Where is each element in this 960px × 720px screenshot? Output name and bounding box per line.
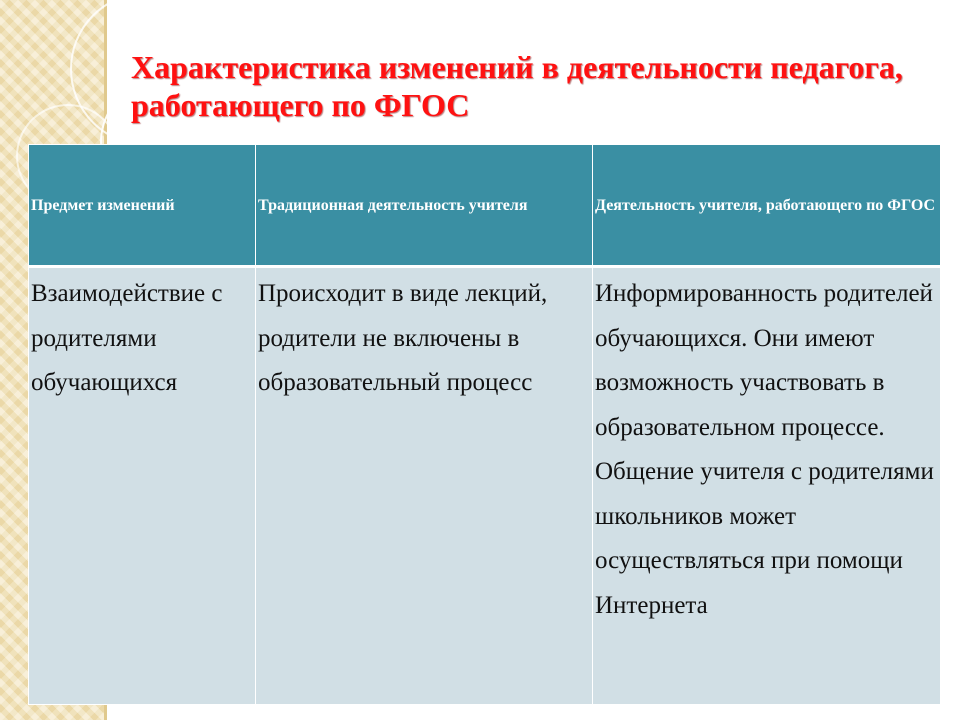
header-cell-fgos: Деятельность учителя, работающего по ФГОС [593,145,941,267]
header-cell-traditional: Традиционная деятельность учителя [256,145,593,267]
cell-fgos: Информированность родителей обучающихся. Они имеют возможность участвовать в образовательном процессе. Общение учителя с родителями школьников может осуществляться при помощи Интернета [593,267,941,705]
slide-title: Характеристика изменений в деятельности педагога, работающего по ФГОС [131,49,903,123]
table-row [29,267,941,705]
header-cell-subject: Предмет изменений [29,145,256,267]
cell-subject: Взаимодействие с родителями обучающихся [29,267,256,705]
table-header-row [29,145,941,267]
comparison-table [28,144,941,705]
cell-traditional: Происходит в виде лекций, родители не включены в образовательный процесс [256,267,593,705]
